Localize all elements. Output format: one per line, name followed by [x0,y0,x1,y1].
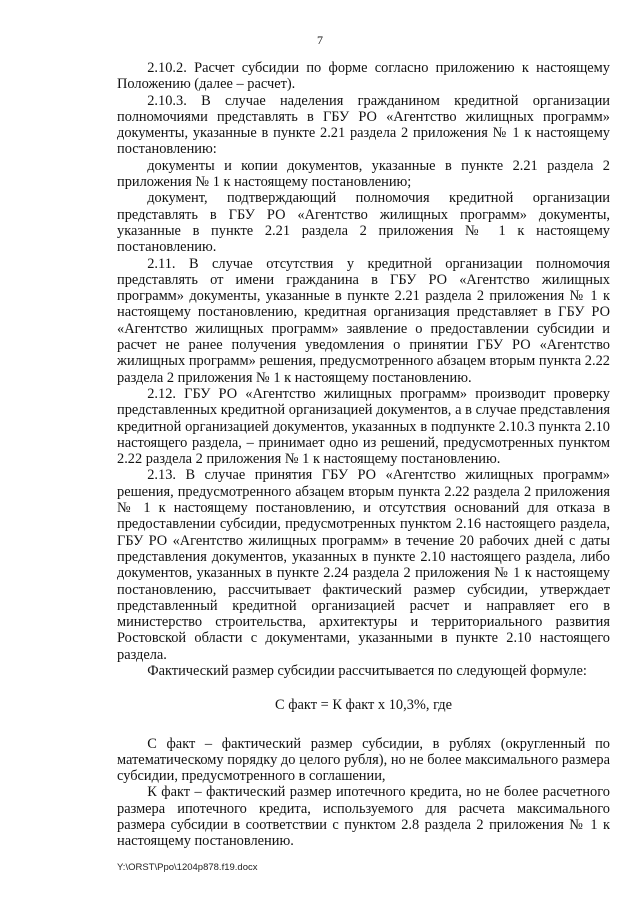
subsidy-formula: С факт = К факт х 10,3%, где [275,697,452,714]
definition-c-fact: С факт – фактический размер субсидии, в рублях (округленный по математическому порядку до целого рубля), но не более максимального размера субсидии, предусмотренного в соглашении, [117,735,610,785]
paragraph-formula-intro: Фактический размер субсидии рассчитывается по следующей формуле: [147,662,587,679]
page-number: 7 [317,33,323,47]
paragraph-2-10-3: 2.10.3. В случае наделения гражданином кредитной организации полномочиями представлять в ГБУ РО «Агентство жилищных программ» документы, указанные в пункте 2.21 раздела 2 приложения № 1 к настоящему постановлению: [117,92,610,158]
paragraph-2-11: 2.11. В случае отсутствия у кредитной организации полномочия представлять от имени гражданина в ГБУ РО «Агентство жилищных программ» документы, указанные в пункте 2.21 раздела 2 приложения № 1 к настоящему постановлению, кредитная организация представляет в ГБУ РО «Агентство жилищных программ» заявление о предоставлении субсидии и расчет не ранее получения уведомления о принятии ГБУ РО «Агентство жилищных программ» решения, предусмотренного абзацем вторым пункта 2.22 раздела 2 приложения № 1 к настоящему постановлению. [117,255,610,386]
document-body [117,60,610,850]
paragraph-2-12: 2.12. ГБУ РО «Агентство жилищных программ» производит проверку представленных кредитной организацией документов, а в случае представления кредитной организацией документов, указанных в подпункте 2.10.3 пункта 2.10 настоящего раздела, – принимает одно из решений, предусмотренных пунктом 2.22 раздела 2 приложения № 1 к настоящему постановлению. [117,385,610,468]
paragraph-authority-document: документ, подтверждающий полномочия кредитной организации представлять в ГБУ РО «Агентство жилищных программ» документы, указанные в пункте 2.21 раздела 2 приложения № 1 к настоящему постановлению. [117,190,610,256]
paragraph-2-10-2: 2.10.2. Расчет субсидии по форме согласно приложению к настоящему Положению (далее – расчет). [117,60,610,93]
paragraph-documents-copies: документы и копии документов, указанные в пункте 2.21 раздела 2 приложения № 1 к настоящему постановлению; [117,157,610,191]
paragraph-2-13: 2.13. В случае принятия ГБУ РО «Агентство жилищных программ» решения, предусмотренного абзацем вторым пункта 2.22 раздела 2 приложения № 1 к настоящему постановлению, и отсутствия оснований для отказа в предоставлении субсидии, предусмотренных пунктом 2.16 настоящего раздела, ГБУ РО «Агентство жилищных программ» в течение 20 рабочих дней с даты представления документов, указанных в пункте 2.10 настоящего раздела, либо документов, указанных в пункте 2.24 раздела 2 приложения № 1 к настоящему постановлению, рассчитывает фактический размер субсидии, утверждает представленный кредитной организацией расчет и направляет его в министерство строительства, архитектуры и территориального развития Ростовской области с документами, указанными в пункте 2.10 настоящего раздела. [117,467,610,663]
definition-k-fact: К факт – фактический размер ипотечного кредита, но не более расчетного размера ипотечного кредита, используемого для расчета максимального размера субсидии в соответствии с пунктом 2.8 раздела 2 приложения № 1 к настоящему постановлению. [117,784,610,850]
footer-file-path: Y:\ORST\Ppo\1204p878.f19.docx [117,862,258,873]
